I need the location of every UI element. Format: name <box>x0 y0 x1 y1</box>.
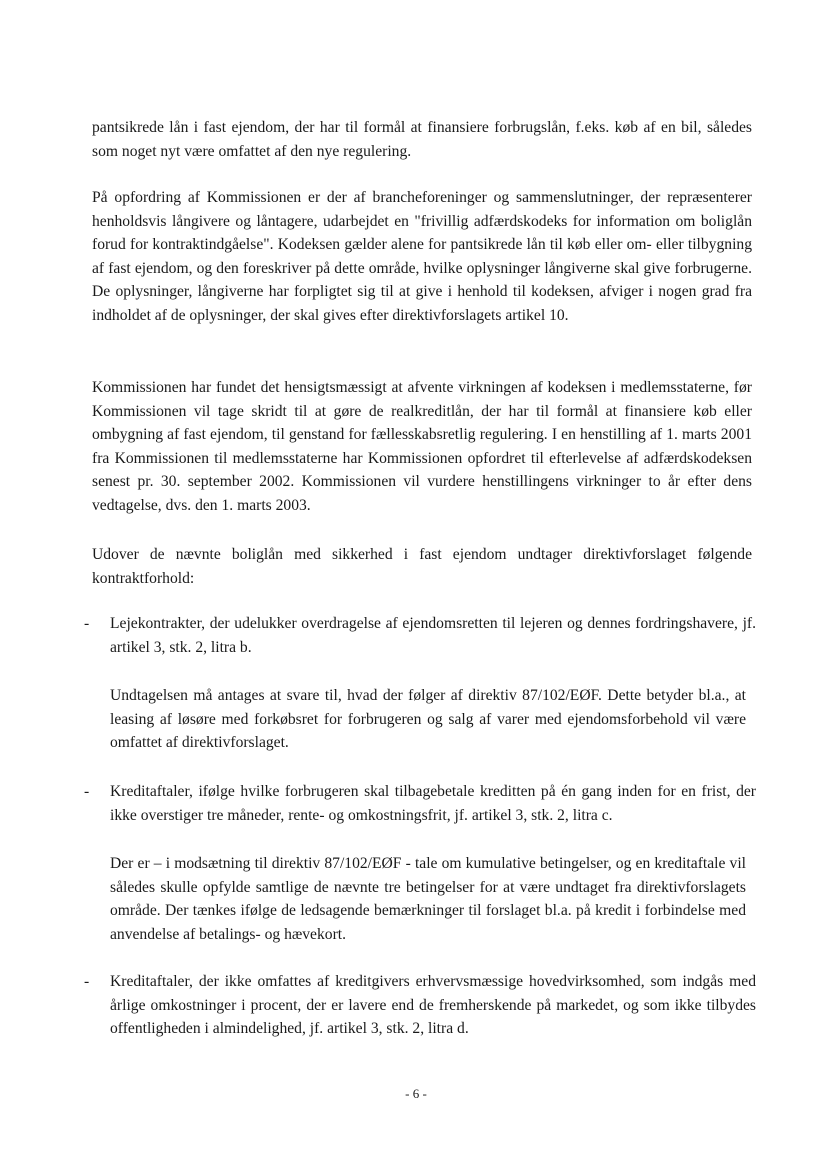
bullet-text: Kreditaftaler, ifølge hvilke forbrugeren skal tilbagebetale kreditten på én gang inden for en frist, der ikke overstiger tre måneder, rente- og omkostningsfrit, jf. artikel 3, stk. 2, litra c. <box>110 783 756 824</box>
bullet-dash: - <box>84 973 90 990</box>
list-item <box>84 780 756 827</box>
bullet-text: Lejekontrakter, der udelukker overdragelse af ejendomsretten til lejeren og dennes fordringshavere, jf. artikel 3, stk. 2, litra b. <box>110 615 756 656</box>
page-number: - 6 - <box>405 1086 427 1101</box>
paragraph-code-of-conduct: På opfordring af Kommissionen er der af brancheforeninger og sammenslutninger, der repræsenterer henholdsvis långivere og låntagere, udarbejdet en "frivillig adfærdskodeks for information om boliglån forud for kontraktindgåelse". Kodeksen gælder alene for pantsikrede lån til køb eller om- eller tilbygning af fast ejendom, og den foreskriver på dette område, hvilke oplysninger långiverne skal give forbrugerne. De oplysninger, långiverne har forpligtet sig til at give i henhold til kodeksen, afviger i nogen grad fra indholdet af de oplysninger, der skal gives efter direktivforslagets artikel 10. <box>92 189 752 324</box>
bullet-dash: - <box>84 615 90 632</box>
bullet-dash: - <box>84 783 90 800</box>
paragraph-exemptions-intro: Udover de nævnte boliglån med sikkerhed i fast ejendom undtager direktivforslaget følgende kontraktforhold: <box>92 546 752 587</box>
list-item <box>84 970 756 1041</box>
list-item <box>84 612 756 659</box>
paragraph-commission-recommendation: Kommissionen har fundet det hensigtsmæssigt at afvente virkningen af kodeksen i medlemsstaterne, før Kommissionen vil tage skridt til at gøre de realkreditlån, der har til formål at finansiere køb eller ombygning af fast ejendom, til genstand for fællesskabsretlig regulering. I en henstilling af 1. marts 2001 fra Kommissionen til medlemsstaterne har Kommissionen opfordret til efterlevelse af adfærdskodeksen senest pr. 30. september 2002. Kommissionen vil vurdere henstillingens virkninger to år efter dens vedtagelse, dvs. den 1. marts 2003. <box>92 379 752 514</box>
paragraph-intro: pantsikrede lån i fast ejendom, der har til formål at finansiere forbrugslån, f.eks. køb af en bil, således som noget nyt være omfattet af den nye regulering. <box>92 119 752 160</box>
bullet-note: Undtagelsen må antages at svare til, hvad der følger af direktiv 87/102/EØF. Dette betyder bl.a., at leasing af løsøre med forkøbsret for forbrugeren og salg af varer med ejendomsforbehold vil være omfattet af direktivforslaget. <box>110 687 746 751</box>
bullet-text: Kreditaftaler, der ikke omfattes af kreditgivers erhvervsmæssige hovedvirksomhed, som indgås med årlige omkostninger i procent, der er lavere end de fremherskende på markedet, og som ikke tilbydes offentligheden i almindelighed, jf. artikel 3, stk. 2, litra d. <box>110 973 756 1037</box>
bullet-note: Der er – i modsætning til direktiv 87/102/EØF - tale om kumulative betingelser, og en kreditaftale vil således skulle opfylde samtlige de nævnte tre betingelser for at være undtaget fra direktivforslagets område. Der tænkes ifølge de ledsagende bemærkninger til forslaget bl.a. på kredit i forbindelse med anvendelse af betalings- og hævekort. <box>110 855 746 943</box>
